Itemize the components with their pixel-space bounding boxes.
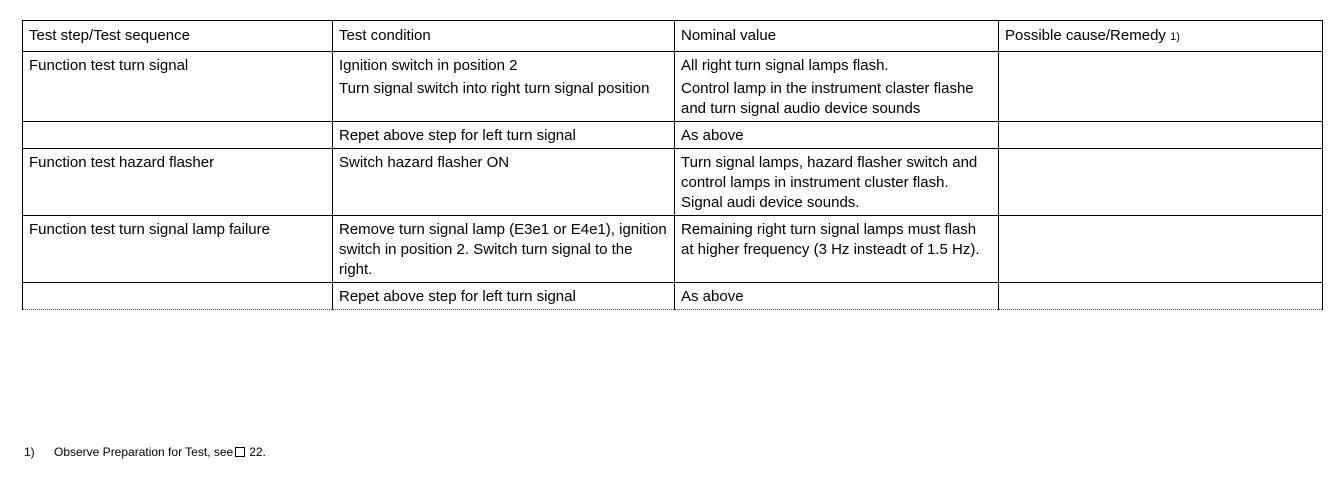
nominal-line: All right turn signal lamps flash. <box>681 57 889 74</box>
cell-test-condition <box>333 216 675 283</box>
header-possible-cause-label: Possible cause/Remedy <box>1005 27 1166 44</box>
header-nominal-value: Nominal value <box>675 21 999 52</box>
cell-possible-cause <box>999 52 1323 122</box>
cell-test-step <box>23 283 333 310</box>
test-procedure-table <box>22 20 1323 310</box>
condition-line: Repet above step for left turn signal <box>339 288 576 305</box>
condition-line: Turn signal switch into right turn signal position <box>339 80 650 97</box>
cell-possible-cause <box>999 122 1323 149</box>
header-test-step: Test step/Test sequence <box>23 21 333 52</box>
nominal-line: As above <box>681 288 744 305</box>
nominal-line: As above <box>681 127 744 144</box>
cell-test-condition <box>333 149 675 216</box>
table-row <box>23 216 1323 283</box>
table-row <box>23 122 1323 149</box>
condition-line: Repet above step for left turn signal <box>339 127 576 144</box>
footnote-reference: 1) <box>1170 31 1180 43</box>
nominal-line: Control lamp in the instrument claster flashe and turn signal audio device sounds <box>681 80 974 117</box>
table-row <box>23 52 1323 122</box>
condition-line: Switch hazard flasher ON <box>339 154 510 171</box>
table-row <box>23 283 1323 310</box>
footnote-page-ref: 22. <box>249 445 266 459</box>
cell-nominal-value <box>675 149 999 216</box>
cell-nominal-value <box>675 122 999 149</box>
cell-nominal-value <box>675 52 999 122</box>
cell-test-condition <box>333 122 675 149</box>
cell-test-step <box>23 122 333 149</box>
cell-possible-cause <box>999 283 1323 310</box>
cell-possible-cause <box>999 149 1323 216</box>
condition-line: Ignition switch in position 2 <box>339 57 518 74</box>
cell-test-step: Function test hazard flasher <box>23 149 333 216</box>
header-possible-cause <box>999 21 1323 52</box>
footnote <box>24 444 266 460</box>
cell-test-step: Function test turn signal <box>23 52 333 122</box>
cell-possible-cause <box>999 216 1323 283</box>
page-reference-icon <box>235 447 245 457</box>
table-row <box>23 149 1323 216</box>
condition-line: Remove turn signal lamp (E3e1 or E4e1), ignition switch in position 2. Switch turn signal to the right. <box>339 221 667 278</box>
cell-test-condition <box>333 283 675 310</box>
cell-test-condition <box>333 52 675 122</box>
table-header-row <box>23 21 1323 52</box>
cell-test-step: Function test turn signal lamp failure <box>23 216 333 283</box>
nominal-line: Remaining right turn signal lamps must flash at higher frequency (3 Hz insteadt of 1.5 Hz). <box>681 221 980 258</box>
footnote-text: Observe Preparation for Test, see <box>54 445 234 459</box>
header-test-condition: Test condition <box>333 21 675 52</box>
nominal-line: Turn signal lamps, hazard flasher switch and control lamps in instrument cluster flash. Signal audi device sounds. <box>681 154 978 211</box>
cell-nominal-value <box>675 216 999 283</box>
footnote-marker: 1) <box>24 445 35 459</box>
cell-nominal-value <box>675 283 999 310</box>
